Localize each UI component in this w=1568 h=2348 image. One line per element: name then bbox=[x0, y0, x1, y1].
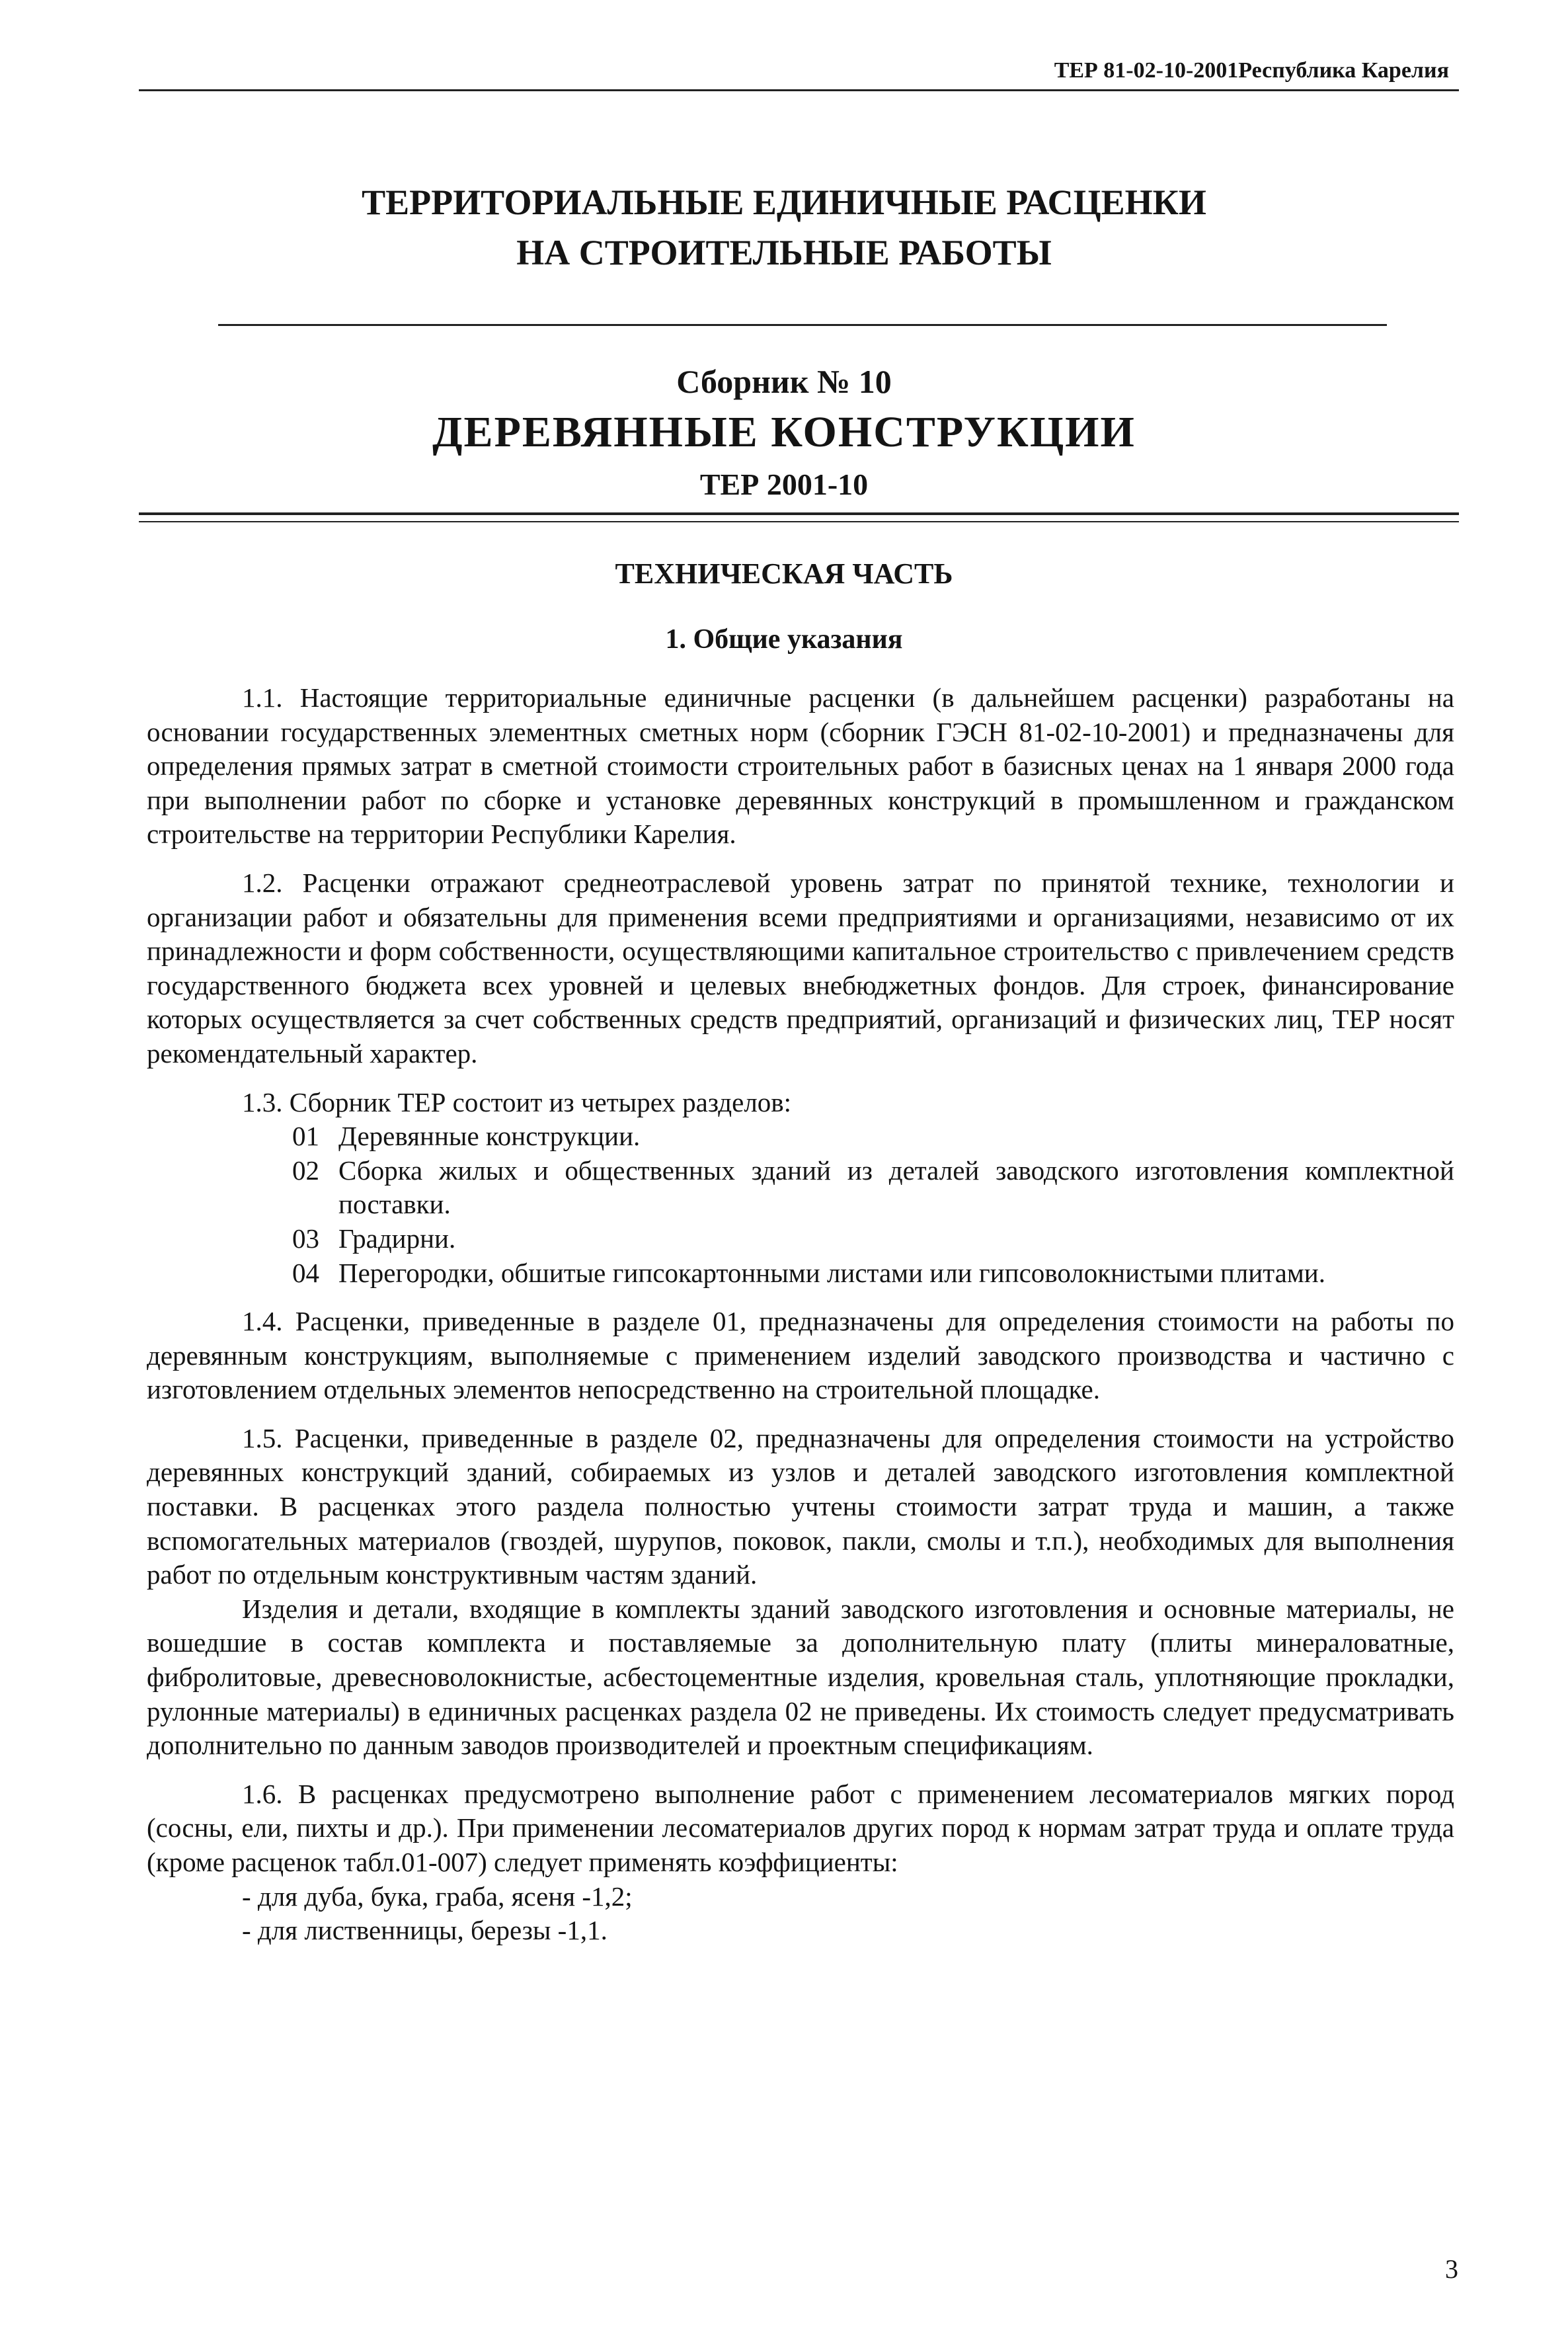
paragraph-1-3: 1.3. Сборник ТЕР состоит из четырех разделов: bbox=[242, 1086, 792, 1117]
collection-number: Сборник № 10 bbox=[676, 363, 892, 400]
section-list-item bbox=[147, 1154, 1454, 1222]
collection-code: ТЕР 2001-10 bbox=[699, 467, 869, 501]
document-title bbox=[0, 177, 1568, 278]
section-list-item bbox=[147, 1222, 1454, 1256]
body-text bbox=[147, 681, 1454, 1948]
paragraph-1-5-continued: Изделия и детали, входящие в комплекты зданий заводского изготовления и основные материалы, не вошедшие в состав комплекта и поставляемые за дополнительную плату (плиты минераловатные, фибролитовые, древесноволокнистые, асбестоцементные изделия, кровельная сталь, уплотняющие прокладки, рулонные материалы) в единичных расценках раздела 02 не приведены. Их стоимость следует предусматривать дополнительно по данным заводов производителей и проектным спецификациям. bbox=[147, 1593, 1454, 1761]
running-header: ТЕР 81-02-10-2001Республика Карелия bbox=[1054, 58, 1449, 83]
paragraph-1-6: 1.6. В расценках предусмотрено выполнение работ с применением лесоматериалов мягких пород (сосны, ели, пихты и др.). При применении лесоматериалов других пород к нормам затрат труда и оплате труда (кроме расценок табл.01-007) следует применять коэффициенты: bbox=[147, 1778, 1454, 1877]
paragraph-1-1: 1.1. Настоящие территориальные единичные расценки (в дальнейшем расценки) разработаны на основании государственных элементных сметных норм (сборник ГЭСН 81-02-10-2001) и предназначены для определения прямых затрат в сметной стоимости строительных работ в базисных ценах на 1 января 2000 года при выполнении работ по сборке и установке деревянных конструкций в промышленном и гражданском строительстве на территории Республики Карелия. bbox=[147, 682, 1454, 850]
section-number: 02 bbox=[292, 1154, 319, 1186]
section-list-item bbox=[147, 1119, 1454, 1154]
paragraph-1-2: 1.2. Расценки отражают среднеотраслевой уровень затрат по принятой технике, технологии и организации работ и обязательны для применения всеми предприятиями и организациями, независимо от их принадлежности и форм собственности, осуществляющими капитальное строительство с привлечением средств государственного бюджета всех уровней и целевых внебюджетных фондов. Для строек, финансирование которых осуществляется за счет собственных средств предприятий, организаций и физических лиц, ТЕР носят рекомендательный характер. bbox=[147, 867, 1454, 1069]
technical-part-heading: ТЕХНИЧЕСКАЯ ЧАСТЬ bbox=[615, 557, 953, 590]
page-number: 3 bbox=[1445, 2254, 1458, 2284]
section-list-item bbox=[147, 1256, 1454, 1291]
paragraph-1-5: 1.5. Расценки, приведенные в разделе 02, предназначены для определения стоимости на устройство деревянных конструкций зданий, собираемых из узлов и деталей заводского изготовления комплектной поставки. В расценках этого раздела полностью учтены стоимости затрат труда и машин, а также вспомогательных материалов (гвоздей, шурупов, поковок, пакли, смолы и т.п.), необходимых для выполнения работ по отдельным конструктивным частям зданий. bbox=[147, 1422, 1454, 1590]
section-text: Сборка жилых и общественных зданий из деталей заводского изготовления комплектной поставки. bbox=[338, 1154, 1454, 1220]
title-line-2: НА СТРОИТЕЛЬНЫЕ РАБОТЫ bbox=[516, 233, 1052, 272]
title-line-1: ТЕРРИТОРИАЛЬНЫЕ ЕДИНИЧНЫЕ РАСЦЕНКИ bbox=[362, 182, 1206, 222]
section-number: 01 bbox=[292, 1121, 319, 1152]
paragraph-1-4: 1.4. Расценки, приведенные в разделе 01, предназначены для определения стоимости на работы по деревянным конструкциям, выполняемые с применением изделий заводского производства и частично с изготовлением отдельных элементов непосредственно на строительной площадке. bbox=[147, 1306, 1454, 1405]
double-rule-top bbox=[139, 512, 1459, 515]
section-text: Перегородки, обшитые гипсокартонными листами или гипсоволокнистыми плитами. bbox=[338, 1257, 1325, 1288]
section-text: Деревянные конструкции. bbox=[338, 1121, 641, 1152]
header-rule bbox=[139, 89, 1459, 91]
collection-name: ДЕРЕВЯННЫЕ КОНСТРУКЦИИ bbox=[432, 408, 1136, 456]
double-rule-bottom bbox=[139, 521, 1459, 522]
coefficient-oak: - для дуба, бука, граба, ясеня -1,2; bbox=[242, 1881, 633, 1912]
section-number: 04 bbox=[292, 1257, 319, 1288]
title-rule bbox=[218, 324, 1387, 326]
section-number: 03 bbox=[292, 1223, 319, 1254]
section-text: Градирни. bbox=[338, 1223, 456, 1254]
section-heading: 1. Общие указания bbox=[665, 624, 903, 655]
coefficient-larch: - для лиственницы, березы -1,1. bbox=[242, 1915, 608, 1946]
